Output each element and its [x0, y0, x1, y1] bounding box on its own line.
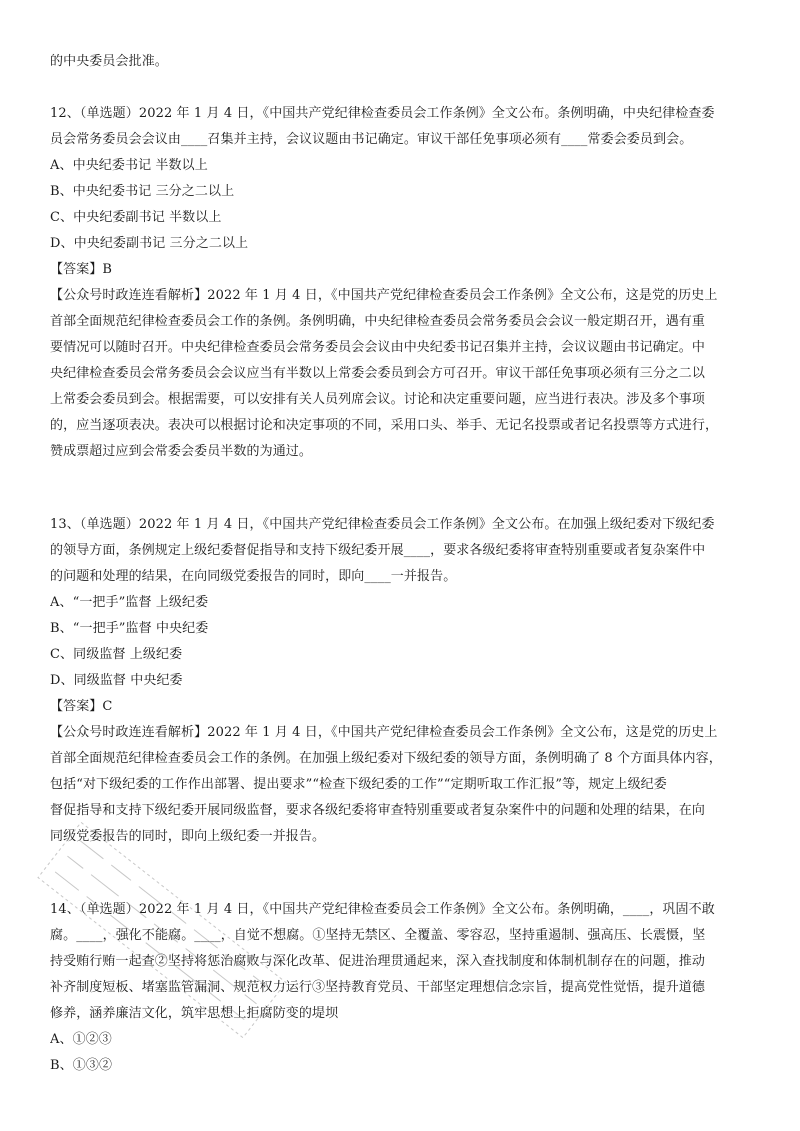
q14-stem-line-2: 腐。____，强化不能腐。____，自觉不想腐。①坚持无禁区、全覆盖、零容忍，坚持重遏制、强高压、长震慑，坚 [50, 928, 706, 943]
top-fragment: 的中央委员会批准。 [50, 54, 168, 69]
q14-stem-line-1: 14、（单选题）2022 年 1 月 4 日，《中国共产党纪律检查委员会工作条例》全文公布。条例明确，____，巩固不敢 [50, 902, 715, 917]
q12-option-d: D、中央纪委副书记 三分之二以上 [50, 236, 249, 251]
q13-analysis-line-5: 同级党委报告的同时，即向上级纪委一并报告。 [50, 829, 326, 844]
q13-stem-line-3: 的问题和处理的结果，在向同级党委报告的同时，即向____一并报告。 [50, 569, 457, 584]
q12-analysis-line-1: 【公众号时政连连看解析】2022 年 1 月 4 日，《中国共产党纪律检查委员会工作条例》全文公布，这是党的历史上 [50, 288, 718, 303]
q14-stem-line-5: 修养，涵养廉洁文化，筑牢思想上拒腐防变的堤坝 [50, 1006, 339, 1021]
q12-analysis-line-7: 赞成票超过应到会常委会委员半数的为通过。 [50, 444, 313, 459]
q14-stem-line-3: 持受贿行贿一起查②坚持将惩治腐败与深化改革、促进治理贯通起来，深入查找制度和体制机制存在的问题，推动 [50, 954, 706, 969]
q14-option-b: B、①③② [50, 1058, 113, 1073]
q14-stem-line-4: 补齐制度短板、堵塞监管漏洞、规范权力运行③坚持教育党员、干部坚定理想信念宗旨，提高党性觉悟，提升道德 [50, 980, 706, 995]
q12-stem-line-2: 员会常务委员会会议由____召集并主持，会议议题由书记确定。审议干部任免事项必须有____常委会委员到会。 [50, 132, 693, 147]
q12-analysis-line-6: 的，应当逐项表决。表决可以根据讨论和决定事项的不同，采用口头、举手、无记名投票或者记名投票等方式进行， [50, 418, 719, 433]
q12-analysis-line-3: 要情况可以随时召开。中央纪律检查委员会常务委员会会议由中央纪委书记召集并主持，会议议题由书记确定。中 [50, 340, 706, 355]
q14-option-a: A、①②③ [50, 1032, 112, 1047]
q13-answer: 【答案】C [50, 699, 113, 714]
q12-option-c: C、中央纪委副书记 半数以上 [50, 210, 222, 225]
q12-analysis-line-5: 上常委会委员到会。根据需要，可以安排有关人员列席会议。讨论和决定重要问题，应当进行表决。涉及多个事项 [50, 392, 706, 407]
q13-analysis-line-1: 【公众号时政连连看解析】2022 年 1 月 4 日，《中国共产党纪律检查委员会工作条例》全文公布，这是党的历史上 [50, 725, 718, 740]
q13-option-c: C、同级监督 上级纪委 [50, 647, 183, 662]
q13-analysis-line-4: 督促指导和支持下级纪委开展同级监督，要求各级纪委将审查特别重要或者复杂案件中的问题和处理的结果，在向 [50, 803, 706, 818]
q12-answer: 【答案】B [50, 262, 113, 277]
q13-stem-line-2: 的领导方面，条例规定上级纪委督促指导和支持下级纪委开展____，要求各级纪委将审查特别重要或者复杂案件中 [50, 543, 706, 558]
q12-analysis-line-4: 央纪律检查委员会常务委员会会议应当有半数以上常委会委员到会方可召开。审议干部任免事项必须有三分之二以 [50, 366, 706, 381]
q13-stem-line-1: 13、（单选题）2022 年 1 月 4 日，《中国共产党纪律检查委员会工作条例》全文公布。在加强上级纪委对下级纪委 [50, 517, 715, 532]
q13-option-b: B、“一把手”监督 中央纪委 [50, 621, 209, 636]
q13-option-d: D、同级监督 中央纪委 [50, 673, 183, 688]
q12-analysis-line-2: 首部全面规范纪律检查委员会工作的条例。条例明确，中央纪律检查委员会常务委员会会议一般定期召开，遇有重 [50, 314, 706, 329]
q12-option-b: B、中央纪委书记 三分之二以上 [50, 184, 235, 199]
q13-analysis-line-3: 包括“对下级纪委的工作作出部署、提出要求”“检查下级纪委的工作”“定期听取工作汇报”等，规定上级纪委 [50, 777, 667, 792]
q12-option-a: A、中央纪委书记 半数以上 [50, 158, 208, 173]
q12-stem-line-1: 12、（单选题）2022 年 1 月 4 日，《中国共产党纪律检查委员会工作条例》全文公布。条例明确，中央纪律检查委 [50, 106, 715, 121]
q13-option-a: A、“一把手”监督 上级纪委 [50, 595, 209, 610]
q13-analysis-line-2: 首部全面规范纪律检查委员会工作的条例。在加强上级纪委对下级纪委的领导方面，条例明确了 8 个方面具体内容， [50, 751, 722, 766]
